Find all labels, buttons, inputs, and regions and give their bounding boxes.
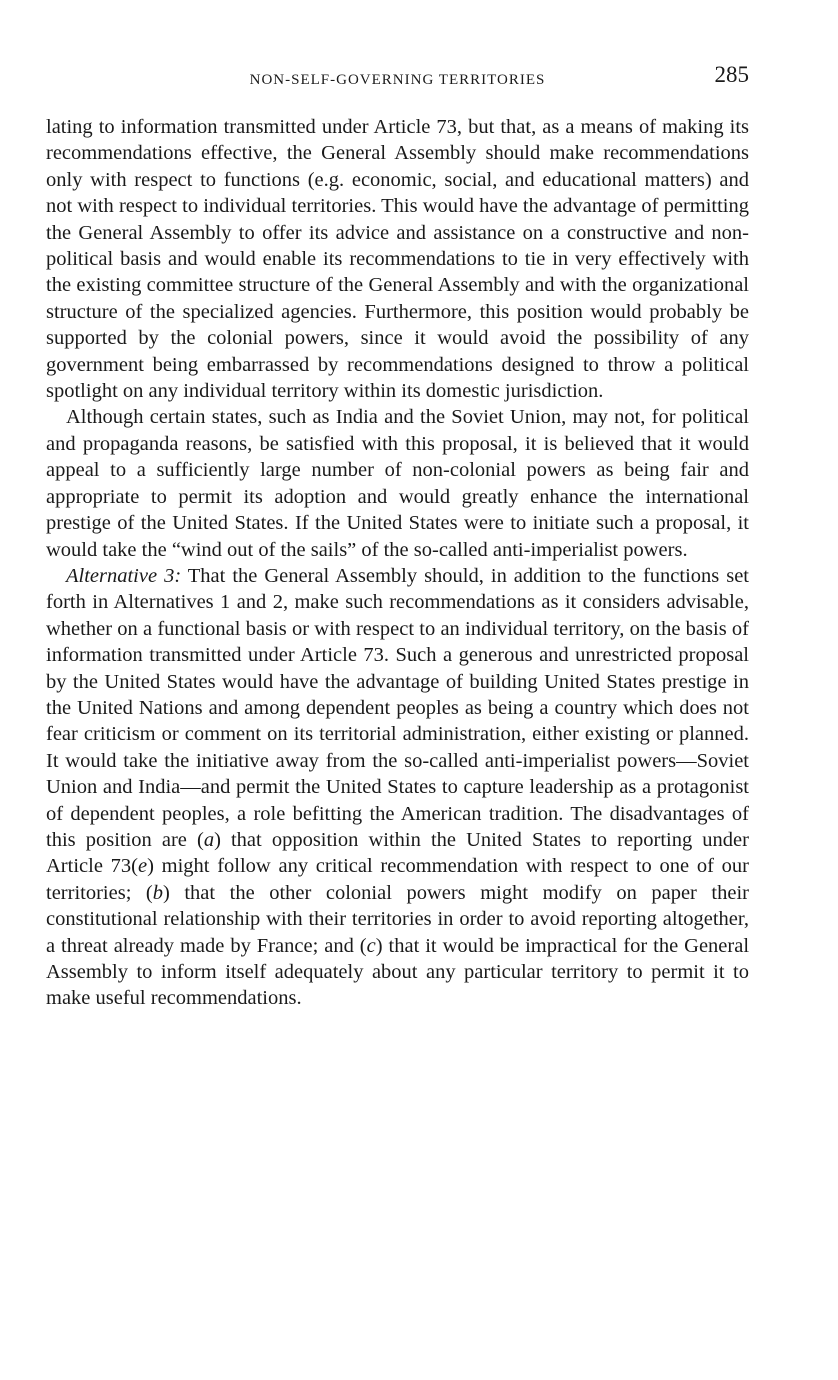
paragraph-segment: That the General Assembly should, in addition to the functions set forth in Alternatives 1 and 2, make such recommendations as it considers advisable, whether on a functional basis or with respect to an individual territory, on the basis of information transmitted under Article 73. Such a generous and unrestricted proposal by the United States would have the advantage of building United States prestige in the United Nations and among dependent peoples as being a country which does not fear criticism or comment on its territorial administration, either existing or planned. It would take the initiative away from the so-called anti-imperialist powers—Soviet Union and India—and permit the United States to capture leadership as a protagonist of dependent peoples, a role befitting the American tradition. The disadvantages of this position are ( [46,564,749,851]
paragraph-continuation: lating to information transmitted under Article 73, but that, as a means of making its recommendations effective, the General Assembly should make recommendations only with respect to functions (e.g. economic, social, and educational matters) and not with respect to individual territories. This would have the advantage of permitting the General Assembly to offer its advice and assistance on a constructive and non-political basis and would enable its recommendations to tie in very effectively with the existing committee structure of the General Assembly and with the organizational structure of the specialized agencies. Furthermore, this position would probably be supported by the colonial powers, since it would avoid the possibility of any government being embarrassed by recommendations designed to throw a political spotlight on any individual territory within its domestic jurisdiction. [46,116,749,403]
paragraph-segment: ) that opposition within the United States to reporting under Article 73( [46,828,749,878]
paragraph-alternative-3 [46,563,749,1012]
alternative-3-label: Alternative 3: [66,564,182,587]
paragraph-segment: ) that it would be impractical for the General Assembly to inform itself adequately about any particular territory to permit it to make useful recommendations. [46,934,750,1010]
body-text [46,114,749,1012]
paragraph-segment: ) that the other colonial powers might modify on paper their constitutional relationship with their territories in order to avoid reporting altogether, a threat already made by France; and ( [46,881,749,957]
running-head [46,58,749,98]
clause-marker-b: b [152,881,163,904]
clause-marker-e: e [137,855,148,878]
clause-marker-a: a [203,828,215,851]
page-number: 285 [714,62,749,87]
paragraph-segment: ) might follow any critical recommendation with respect to one of our territories; ( [46,855,749,904]
clause-marker-c: c [366,934,376,957]
paragraph-india-soviet: Although certain states, such as India and the Soviet Union, may not, for political and propaganda reasons, be satisfied with this proposal, it is believed that it would appeal to a sufficiently large number of non-colonial powers as being fair and appropriate to permit its adoption and would greatly enhance the international prestige of the United States. If the United States were to initiate such a proposal, it would take the “wind out of the sails” of the so-called anti-imperialist powers. [46,406,749,561]
running-title: NON-SELF-GOVERNING TERRITORIES [249,72,546,88]
